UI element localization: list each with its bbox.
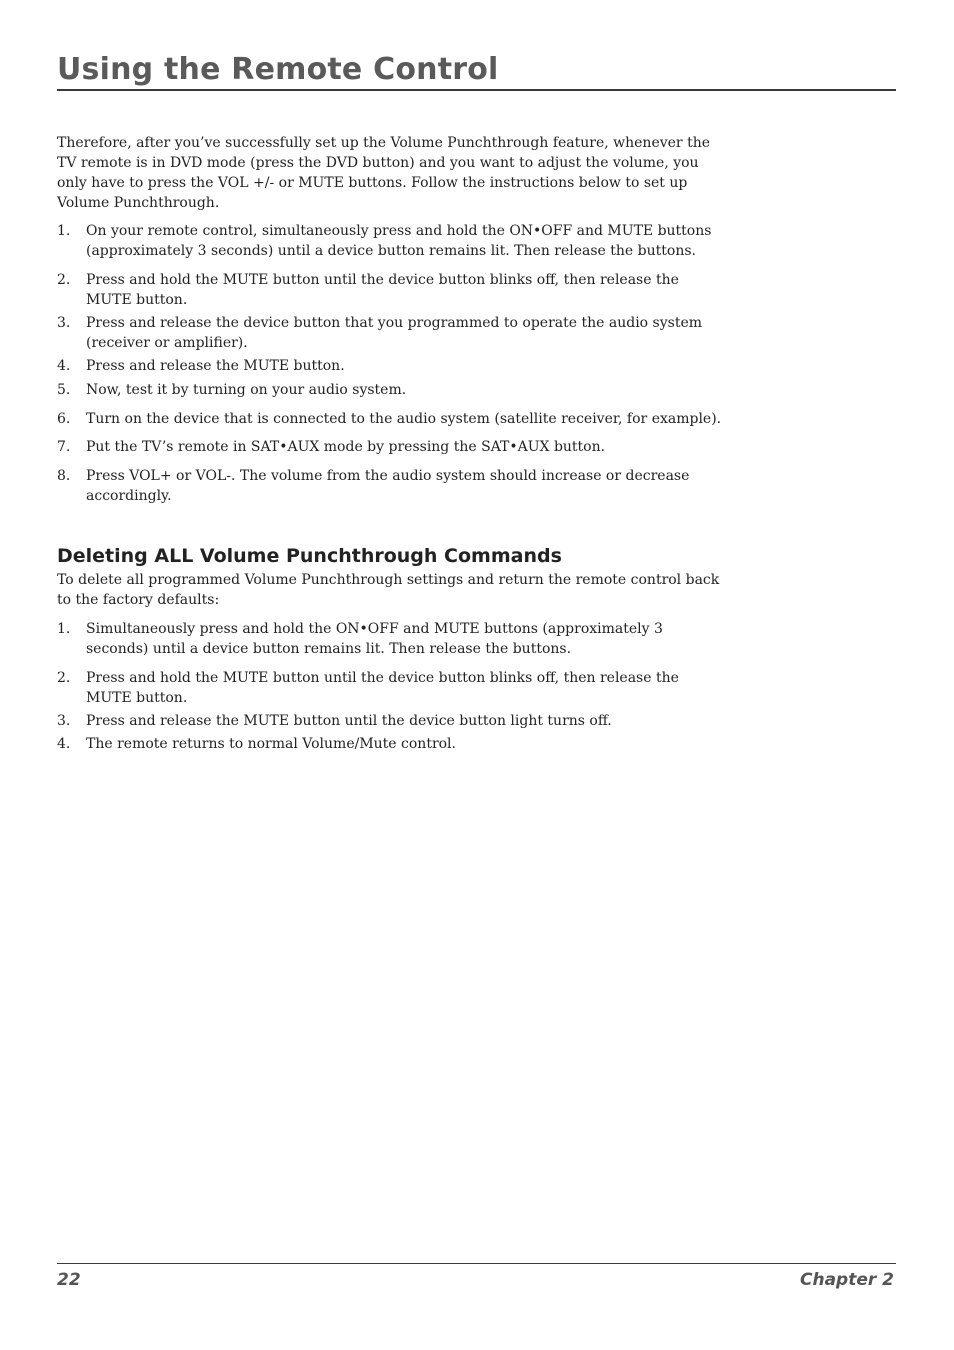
chapter-label: Chapter 2 <box>799 1270 894 1290</box>
footer-divider <box>57 1263 896 1264</box>
step-text: Press and release the device button that you programmed to operate the audio system (receiver or amplifier). <box>86 315 703 351</box>
section-intro: To delete all programmed Volume Punchthrough settings and return the remote control back to the factory defaults: <box>57 572 720 608</box>
list-item <box>57 711 725 731</box>
step-text: Press and release the MUTE button until the device button light turns off. <box>86 713 612 729</box>
step-text: Press and release the MUTE button. <box>86 358 345 374</box>
step-number: 8. <box>57 468 71 484</box>
list-item <box>57 270 725 310</box>
list-item <box>57 437 725 457</box>
step-number: 3. <box>57 315 71 331</box>
step-number: 1. <box>57 621 71 637</box>
page-content <box>57 133 725 754</box>
step-number: 2. <box>57 272 71 288</box>
list-item <box>57 313 725 353</box>
list-item <box>57 668 725 708</box>
step-text: Press and hold the MUTE button until the device button blinks off, then release the MUTE button. <box>86 272 679 308</box>
delete-steps-list <box>57 619 725 754</box>
step-text: On your remote control, simultaneously press and hold the ON•OFF and MUTE buttons (approximately 3 seconds) until a device button remains lit. Then release the buttons. <box>86 223 712 259</box>
list-item <box>57 409 725 429</box>
step-text: Press VOL+ or VOL-. The volume from the audio system should increase or decrease accordingly. <box>86 468 690 504</box>
step-text: Press and hold the MUTE button until the device button blinks off, then release the MUTE button. <box>86 670 679 706</box>
intro-paragraph: Therefore, after you’ve successfully set up the Volume Punchthrough feature, whenever the TV remote is in DVD mode (press the DVD button) and you want to adjust the volume, you only have to press the VOL +/- or MUTE buttons. Follow the instructions below to set up Volume Punchthrough. <box>57 135 711 211</box>
section-heading: Deleting ALL Volume Punchthrough Commands <box>57 545 562 567</box>
step-text: Put the TV’s remote in SAT•AUX mode by pressing the SAT•AUX button. <box>86 439 606 455</box>
step-text: Simultaneously press and hold the ON•OFF and MUTE buttons (approximately 3 seconds) until a device button remains lit. Then release the buttons. <box>86 621 663 657</box>
list-item <box>57 619 725 659</box>
step-number: 2. <box>57 670 71 686</box>
step-number: 6. <box>57 411 71 427</box>
list-item <box>57 466 725 506</box>
page-number: 22 <box>57 1270 81 1290</box>
step-number: 5. <box>57 382 71 398</box>
list-item <box>57 734 725 754</box>
list-item <box>57 221 725 261</box>
setup-steps-list <box>57 221 725 506</box>
title-divider <box>57 89 896 91</box>
step-text: The remote returns to normal Volume/Mute control. <box>86 736 456 752</box>
step-number: 3. <box>57 713 71 729</box>
step-text: Turn on the device that is connected to the audio system (satellite receiver, for example). <box>86 411 722 427</box>
list-item <box>57 380 725 400</box>
step-number: 4. <box>57 736 71 752</box>
list-item <box>57 356 725 376</box>
page-title: Using the Remote Control <box>57 52 499 87</box>
step-number: 1. <box>57 223 71 239</box>
step-number: 4. <box>57 358 71 374</box>
step-text: Now, test it by turning on your audio system. <box>86 382 407 398</box>
step-number: 7. <box>57 439 71 455</box>
